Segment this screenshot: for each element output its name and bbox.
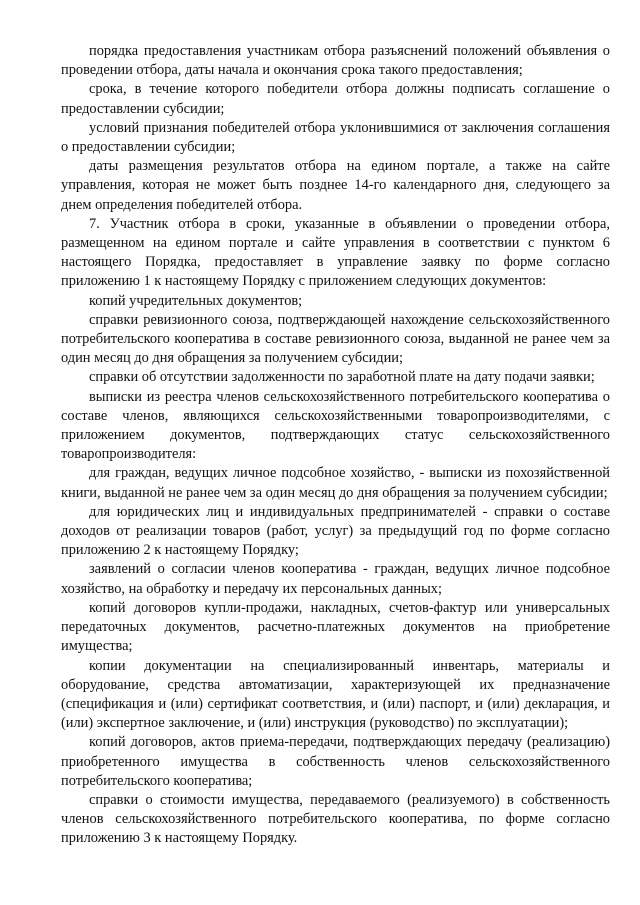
paragraph-clarification-procedure: порядка предоставления участникам отбора разъяснений положений объявления о проведении отбора, даты начала и окончания срока такого предоставления;: [61, 43, 610, 79]
paragraph-property-value-certificate: справки о стоимости имущества, передаваемого (реализуемого) в собственность членов сельскохозяйственного потребительского кооператива, по форме согласно приложению 3 к настоящему Порядку.: [61, 791, 610, 847]
paragraph-personal-data-consent: заявлений о согласии членов кооператива - граждан, ведущих личное подсобное хозяйство, на обработку и передачу их персональных данных;: [61, 561, 610, 597]
paragraph-equipment-documentation: копии документации на специализированный инвентарь, материалы и оборудование, средства автоматизации, характеризующей их предназначение (спецификация и (или) сертификат соответствия, и (или) паспорт, и (или) декларация, и (или) экспертное заключение, и (или) инструкция (руководство) по эксплуатации);: [61, 657, 610, 732]
document-page: [61, 42, 610, 849]
paragraph-section-7: 7. Участник отбора в сроки, указанные в объявлении о проведении отбора, размещенном на едином портале и сайте управления в соответствии с пунктом 6 настоящего Порядка, предоставляет в управление заявку по форме согласно приложению 1 к настоящему Порядку с приложением следующих документов:: [61, 215, 610, 290]
paragraph-no-wage-debt: справки об отсутствии задолженности по заработной плате на дату подачи заявки;: [89, 369, 595, 386]
paragraph-members-register: выписки из реестра членов сельскохозяйственного потребительского кооператива о составе членов, являющихся сельскохозяйственными товаропроизводителями, с приложением документов, подтверждающих статус сельскохозяйственного товаропроизводителя:: [61, 388, 610, 463]
paragraph-legal-entities: для юридических лиц и индивидуальных предпринимателей - справки о составе доходов от реализации товаров (работ, услуг) за предыдущий год по форме согласно приложению 2 к настоящему Порядку;: [61, 503, 610, 559]
paragraph-household-citizens: для граждан, ведущих личное подсобное хозяйство, - выписки из похозяйственной книги, выданной не ранее чем за один месяц до дня обращения за получением субсидии;: [61, 465, 610, 501]
paragraph-purchase-contracts: копий договоров купли-продажи, накладных, счетов-фактур или универсальных передаточных документов, расчетно-платежных документов на приобретение имущества;: [61, 599, 610, 655]
paragraph-audit-union-certificate: справки ревизионного союза, подтверждающей нахождение сельскохозяйственного потребительского кооператива в составе ревизионного союза, выданной не ранее чем за один месяц до дня обращения за получением субсидии;: [61, 311, 610, 367]
paragraph-founding-documents: копий учредительных документов;: [89, 292, 303, 309]
paragraph-evasion-conditions: условий признания победителей отбора уклонившимися от заключения соглашения о предоставлении субсидии;: [61, 119, 610, 156]
paragraph-agreement-deadline: срока, в течение которого победители отбора должны подписать соглашение о предоставлении субсидии;: [61, 81, 610, 117]
paragraph-transfer-acts: копий договоров, актов приема-передачи, подтверждающих передачу (реализацию) приобретенного имущества в собственность членов сельскохозяйственного потребительского кооператива;: [61, 734, 610, 789]
paragraph-results-date: даты размещения результатов отбора на едином портале, а также на сайте управления, которая не может быть позднее 14-го календарного дня, следующего за днем определения победителей отбора.: [61, 158, 610, 213]
